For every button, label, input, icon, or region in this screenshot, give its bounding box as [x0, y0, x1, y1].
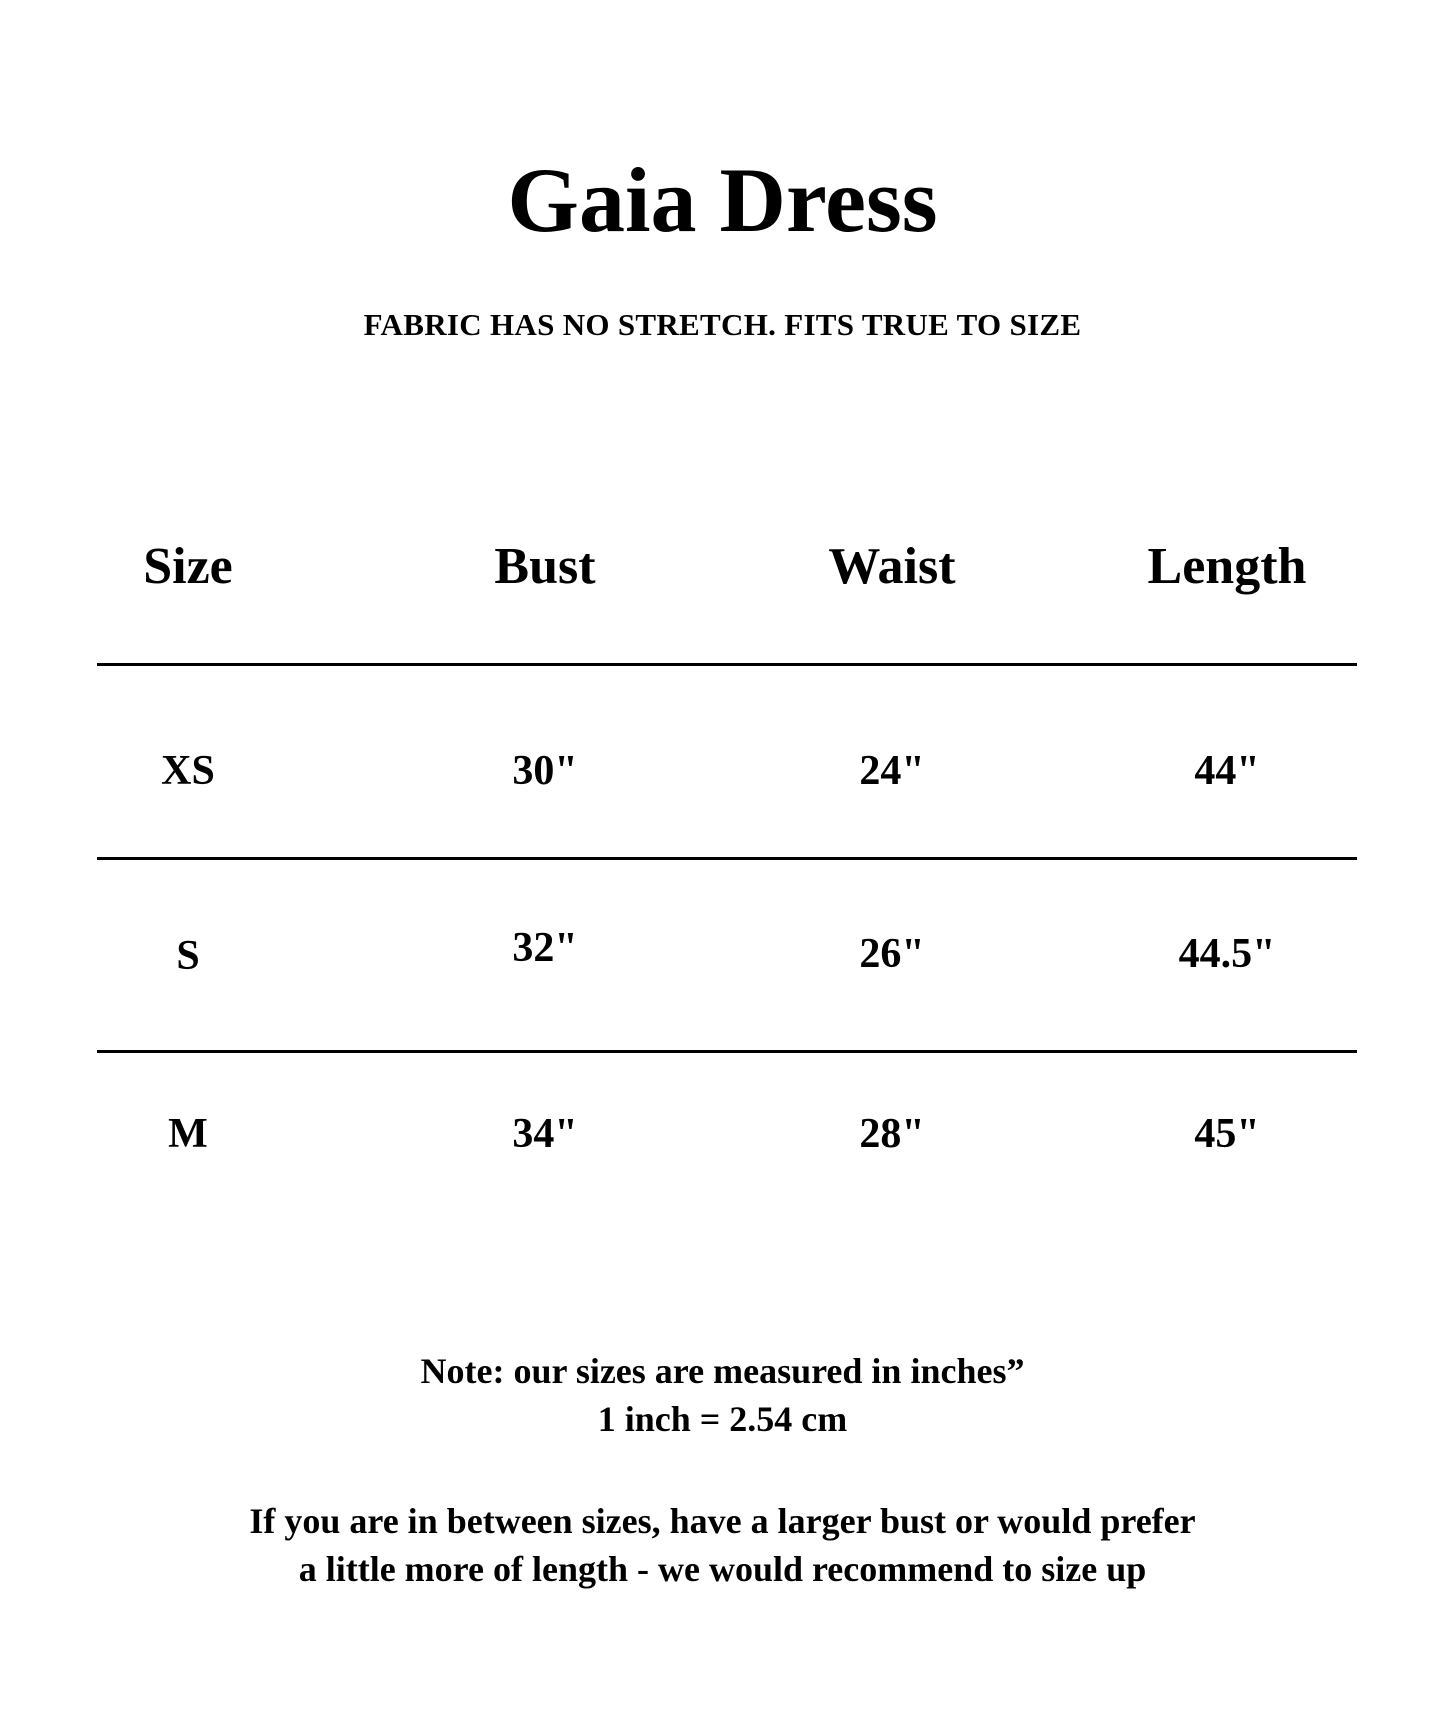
waist-cell: 24" [859, 748, 925, 794]
waist-cell: 26" [859, 931, 925, 977]
length-cell: 44.5" [1178, 931, 1276, 977]
bust-cell: 30" [512, 748, 578, 794]
size-cell: XS [161, 748, 215, 794]
divider [97, 663, 1357, 666]
bust-cell: 32" [512, 925, 578, 971]
length-cell: 44" [1194, 748, 1260, 794]
header-waist: Waist [828, 538, 956, 595]
divider [97, 857, 1357, 860]
size-cell: S [176, 933, 200, 979]
size-cell: M [168, 1111, 208, 1157]
bust-cell: 34" [512, 1111, 578, 1157]
sizing-advice-line-1: If you are in between sizes, have a larger bust or would prefer [249, 1501, 1196, 1541]
conversion-note: 1 inch = 2.54 cm [597, 1399, 848, 1439]
sizing-advice-line-2: a little more of length - we would recommend to size up [298, 1549, 1147, 1589]
page-title: Gaia Dress [507, 149, 938, 251]
divider [97, 1050, 1357, 1053]
length-cell: 45" [1194, 1111, 1260, 1157]
measurement-note: Note: our sizes are measured in inches” [420, 1351, 1025, 1391]
header-length: Length [1147, 538, 1307, 595]
header-size: Size [143, 538, 233, 595]
header-bust: Bust [494, 538, 596, 595]
fit-note: FABRIC HAS NO STRETCH. FITS TRUE TO SIZE [363, 307, 1082, 342]
waist-cell: 28" [859, 1111, 925, 1157]
